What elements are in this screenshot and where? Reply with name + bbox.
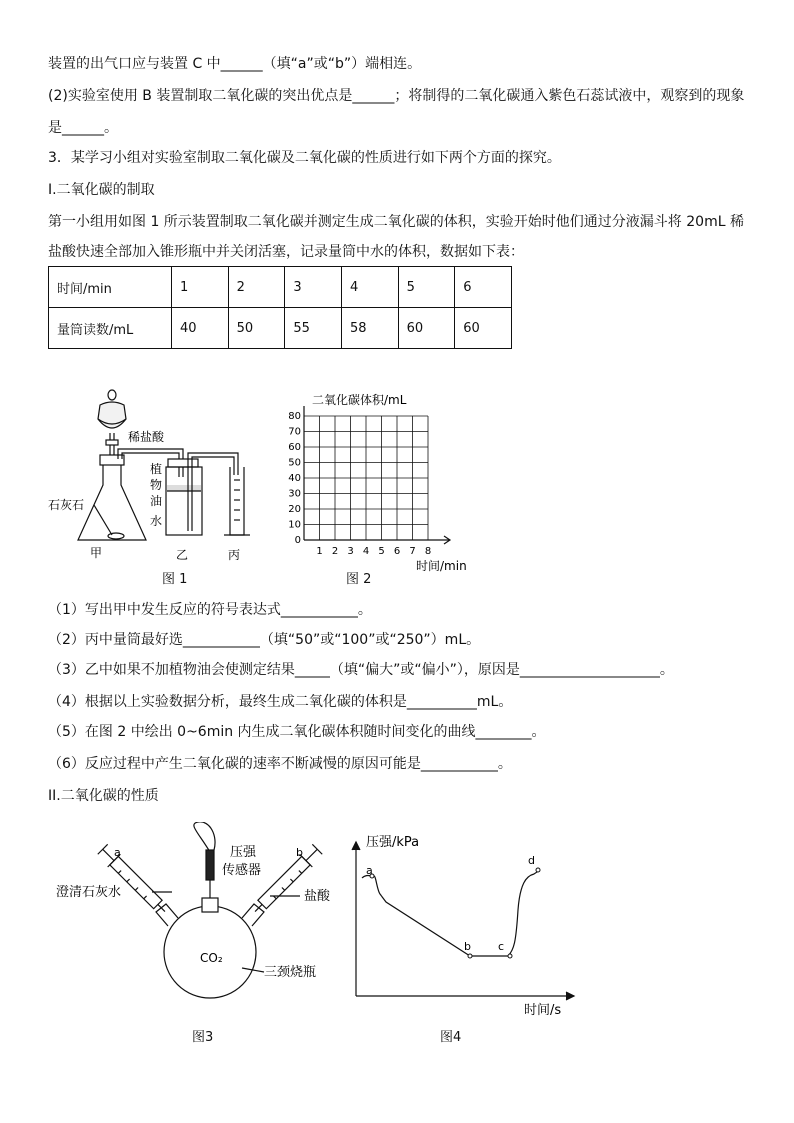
text-line-1: 装置的出气口应与装置 C 中______（填“a”或“b”）端相连。: [48, 56, 422, 72]
table-row: [49, 267, 512, 308]
table-cell: 4: [341, 267, 398, 308]
label-bing: 丙: [228, 548, 241, 562]
figure-3-apparatus: [48, 822, 348, 1012]
text-line-2: (2)实验室使用 B 装置制取二氧化碳的突出优点是______；将制得的二氧化碳通入紫色石蕊试液中，观察到的现象: [48, 88, 745, 104]
fig4-xlabel: 时间/s: [524, 1003, 562, 1018]
y-tick-label: 60: [288, 442, 301, 453]
figure-4-pressure-curve: [346, 830, 586, 1020]
y-tick-label: 20: [288, 504, 301, 515]
label-jia: 甲: [90, 546, 103, 560]
x-tick-label: 3: [347, 546, 354, 557]
x-tick-label: 5: [378, 546, 385, 557]
question-1: （1）写出甲中发生反应的符号表达式___________。: [48, 602, 372, 618]
fig4-ylabel: 压强/kPa: [366, 835, 420, 850]
table-cell: 55: [285, 308, 342, 349]
label-a: a: [114, 846, 121, 859]
label-b: b: [296, 846, 303, 859]
table-cell: 58: [341, 308, 398, 349]
table-cell: 1: [172, 267, 229, 308]
x-tick-label: 2: [331, 546, 339, 557]
question-3-intro: 3．某学习小组对实验室制取二氧化碳及二氧化碳的性质进行如下两个方面的探究。: [48, 150, 561, 166]
table-cell: 50: [228, 308, 285, 349]
table-cell: 6: [455, 267, 512, 308]
point-d: d: [528, 854, 535, 867]
table-cell: 2: [228, 267, 285, 308]
table-header-reading: 量筒读数/mL: [49, 308, 172, 349]
table-cell: 60: [398, 308, 455, 349]
figure-2-caption: 图 2: [346, 572, 372, 587]
point-a: a: [366, 864, 373, 877]
x-tick-label: 7: [409, 546, 416, 557]
y-tick-label: 70: [288, 426, 301, 438]
label-water: 水: [150, 514, 163, 528]
y-tick-label: 40: [288, 473, 301, 484]
label-limestone: 石灰石: [48, 498, 85, 512]
question-4: （4）根据以上实验数据分析，最终生成二氧化碳的体积是__________mL。: [48, 694, 513, 710]
question-2: （2）丙中量筒最好选___________（填“50”或“100”或“250”）mL。: [48, 632, 481, 648]
table-cell: 60: [455, 308, 512, 349]
label-sensor-1: 压强: [230, 845, 257, 860]
y-tick-label: 30: [288, 488, 301, 500]
section-1-heading: I.二氧化碳的制取: [48, 182, 155, 198]
label-dilute-acid: 稀盐酸: [128, 430, 165, 444]
y-tick-label: 50: [288, 457, 301, 469]
fig2-ylabel: 二氧化碳体积/mL: [312, 393, 407, 407]
label-limewater: 澄清石灰水: [56, 885, 122, 900]
figure-1-caption: 图 1: [162, 572, 188, 587]
question-6: （6）反应过程中产生二氧化碳的速率不断减慢的原因可能是___________。: [48, 756, 512, 772]
data-table: [48, 266, 512, 349]
figure-1-apparatus: [48, 385, 278, 570]
label-oil-1: 植: [150, 462, 163, 476]
table-row: [49, 308, 512, 349]
y-tick-label: 0: [294, 535, 301, 546]
y-tick-label: 80: [288, 411, 301, 422]
figure-2-grid: [282, 388, 482, 573]
table-cell: 3: [285, 267, 342, 308]
text-line-6: 第一小组用如图 1 所示装置制取二氧化碳并测定生成二氧化碳的体积，实验开始时他们通过分液漏斗将 20mL 稀: [48, 214, 744, 230]
label-three-neck-flask: 三颈烧瓶: [264, 965, 317, 980]
label-oil-3: 油: [150, 494, 163, 508]
point-c: c: [498, 940, 505, 953]
section-2-heading: II.二氧化碳的性质: [48, 788, 159, 804]
label-co2: CO₂: [200, 951, 223, 965]
question-3: （3）乙中如果不加植物油会使测定结果_____（填“偏大”或“偏小”），原因是____________________。: [48, 662, 674, 678]
y-tick-label: 10: [288, 519, 301, 531]
text-line-7: 盐酸快速全部加入锥形瓶中并关闭活塞，记录量筒中水的体积，数据如下表：: [48, 244, 524, 260]
x-tick-label: 8: [424, 546, 432, 557]
question-5: （5）在图 2 中绘出 0~6min 内生成二氧化碳体积随时间变化的曲线________。: [48, 724, 546, 740]
table-cell: 5: [398, 267, 455, 308]
label-hydrochloric-acid: 盐酸: [304, 889, 331, 904]
fig2-xlabel: 时间/min: [416, 559, 467, 573]
table-cell: 40: [172, 308, 229, 349]
label-sensor-2: 传感器: [222, 863, 262, 878]
table-header-time: 时间/min: [49, 267, 172, 308]
figure-4-caption: 图4: [440, 1030, 462, 1045]
x-tick-label: 4: [362, 546, 370, 557]
point-b: b: [464, 940, 471, 953]
x-tick-label: 1: [316, 546, 323, 557]
x-tick-label: 6: [393, 546, 401, 557]
label-oil-2: 物: [150, 478, 163, 492]
figure-3-caption: 图3: [192, 1030, 214, 1045]
text-line-3: 是______。: [48, 120, 118, 136]
label-yi: 乙: [176, 548, 189, 562]
